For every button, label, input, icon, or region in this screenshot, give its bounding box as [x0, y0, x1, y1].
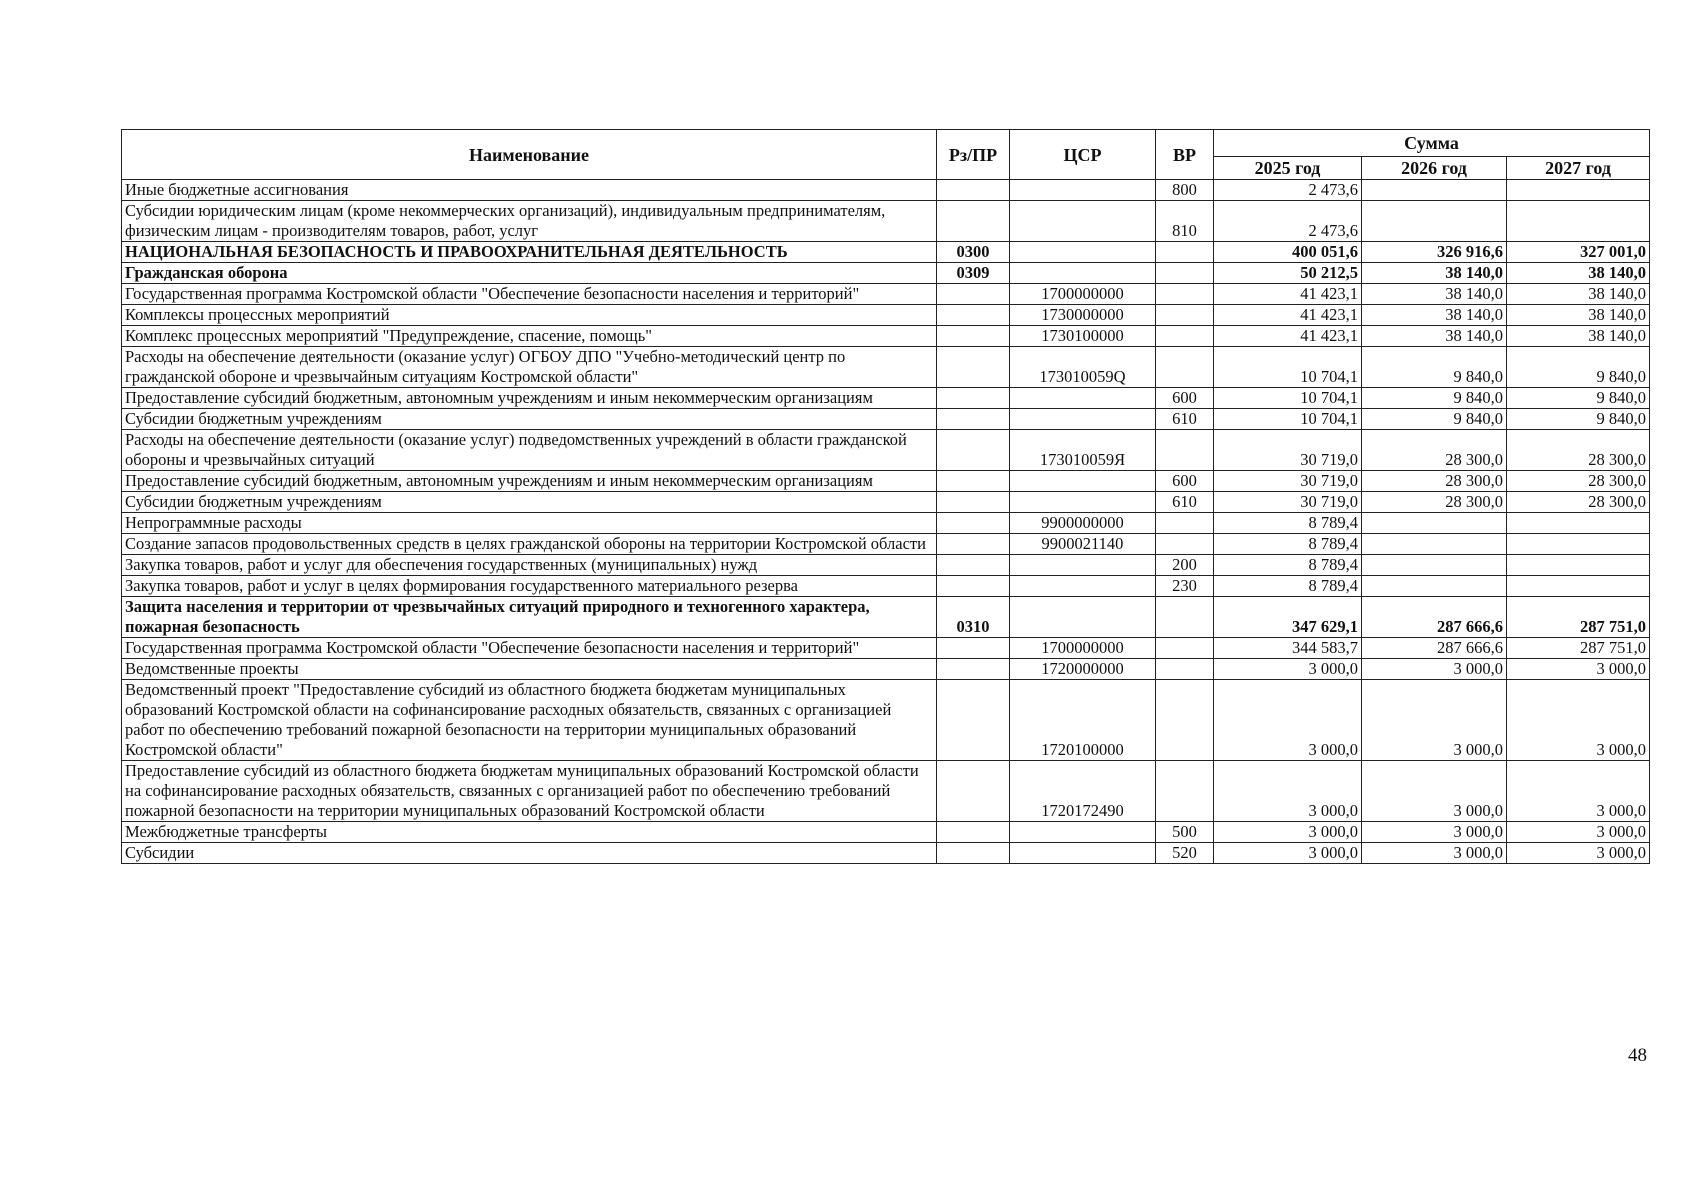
row-vr-cell — [1156, 263, 1214, 284]
row-vr-cell — [1156, 597, 1214, 638]
row-csr-cell — [1010, 263, 1156, 284]
row-rz-pr-cell — [937, 555, 1010, 576]
row-amount-2025-cell: 3 000,0 — [1214, 761, 1362, 822]
row-rz-pr-cell — [937, 305, 1010, 326]
row-name-cell: Комплексы процессных мероприятий — [122, 305, 937, 326]
row-amount-2025-cell: 2 473,6 — [1214, 180, 1362, 201]
row-amount-2025-cell: 347 629,1 — [1214, 597, 1362, 638]
row-csr-cell: 1720100000 — [1010, 680, 1156, 761]
row-amount-2026-cell: 3 000,0 — [1362, 659, 1507, 680]
page-number: 48 — [1628, 1045, 1647, 1066]
row-amount-2027-cell: 38 140,0 — [1507, 305, 1650, 326]
budget-table — [121, 129, 1650, 864]
row-amount-2025-cell: 10 704,1 — [1214, 409, 1362, 430]
table-row — [122, 576, 1650, 597]
row-vr-cell — [1156, 659, 1214, 680]
row-csr-cell: 1730000000 — [1010, 305, 1156, 326]
table-row — [122, 513, 1650, 534]
row-amount-2025-cell: 3 000,0 — [1214, 659, 1362, 680]
row-vr-cell: 610 — [1156, 492, 1214, 513]
row-name-cell: Государственная программа Костромской области "Обеспечение безопасности населения и территорий" — [122, 638, 937, 659]
row-csr-cell — [1010, 492, 1156, 513]
row-amount-2025-cell: 8 789,4 — [1214, 534, 1362, 555]
row-amount-2025-cell: 400 051,6 — [1214, 242, 1362, 263]
row-csr-cell: 1720000000 — [1010, 659, 1156, 680]
row-amount-2027-cell: 287 751,0 — [1507, 638, 1650, 659]
row-name-cell: Предоставление субсидий бюджетным, автономным учреждениям и иным некоммерческим организациям — [122, 388, 937, 409]
row-csr-cell — [1010, 409, 1156, 430]
row-name-cell: Расходы на обеспечение деятельности (оказание услуг) ОГБОУ ДПО "Учебно-методический центр по гражданской обороне и чрезвычайным ситуациям Костромской области" — [122, 347, 937, 388]
row-csr-cell: 1700000000 — [1010, 638, 1156, 659]
row-amount-2026-cell — [1362, 180, 1507, 201]
row-amount-2025-cell: 41 423,1 — [1214, 284, 1362, 305]
row-amount-2026-cell: 287 666,6 — [1362, 638, 1507, 659]
table-row — [122, 843, 1650, 864]
row-amount-2027-cell: 9 840,0 — [1507, 409, 1650, 430]
row-vr-cell — [1156, 347, 1214, 388]
row-vr-cell: 200 — [1156, 555, 1214, 576]
row-name-cell: Субсидии бюджетным учреждениям — [122, 492, 937, 513]
row-rz-pr-cell — [937, 201, 1010, 242]
row-csr-cell — [1010, 242, 1156, 263]
header-vr: ВР — [1156, 130, 1214, 180]
row-rz-pr-cell — [937, 761, 1010, 822]
table-row — [122, 471, 1650, 492]
row-amount-2026-cell: 9 840,0 — [1362, 388, 1507, 409]
table-row — [122, 534, 1650, 555]
row-name-cell: Закупка товаров, работ и услуг в целях формирования государственного материального резерва — [122, 576, 937, 597]
row-vr-cell — [1156, 430, 1214, 471]
table-row — [122, 326, 1650, 347]
row-amount-2026-cell: 28 300,0 — [1362, 492, 1507, 513]
table-row — [122, 822, 1650, 843]
table-row — [122, 659, 1650, 680]
header-year-2027: 2027 год — [1507, 157, 1650, 180]
table-row — [122, 263, 1650, 284]
row-rz-pr-cell — [937, 843, 1010, 864]
row-rz-pr-cell — [937, 659, 1010, 680]
row-csr-cell: 1730100000 — [1010, 326, 1156, 347]
row-rz-pr-cell — [937, 284, 1010, 305]
row-vr-cell: 520 — [1156, 843, 1214, 864]
row-csr-cell: 1700000000 — [1010, 284, 1156, 305]
row-amount-2026-cell: 9 840,0 — [1362, 409, 1507, 430]
row-rz-pr-cell — [937, 822, 1010, 843]
row-rz-pr-cell — [937, 409, 1010, 430]
header-csr: ЦСР — [1010, 130, 1156, 180]
row-amount-2027-cell: 287 751,0 — [1507, 597, 1650, 638]
row-rz-pr-cell — [937, 492, 1010, 513]
row-csr-cell — [1010, 201, 1156, 242]
row-amount-2027-cell: 38 140,0 — [1507, 326, 1650, 347]
header-year-2026: 2026 год — [1362, 157, 1507, 180]
row-name-cell: Непрограммные расходы — [122, 513, 937, 534]
row-amount-2026-cell: 28 300,0 — [1362, 430, 1507, 471]
row-rz-pr-cell — [937, 534, 1010, 555]
row-amount-2027-cell — [1507, 576, 1650, 597]
row-name-cell: Ведомственные проекты — [122, 659, 937, 680]
row-amount-2025-cell: 3 000,0 — [1214, 680, 1362, 761]
row-name-cell: Предоставление субсидий из областного бюджета бюджетам муниципальных образований Костромской области на софинансирование расходных обязательств, связанных с организацией работ по обеспечению требований пожарной безопасности на территории муниципальных образований Костромской области — [122, 761, 937, 822]
table-row — [122, 492, 1650, 513]
row-amount-2025-cell: 30 719,0 — [1214, 430, 1362, 471]
row-vr-cell: 600 — [1156, 388, 1214, 409]
row-amount-2025-cell: 41 423,1 — [1214, 305, 1362, 326]
row-amount-2026-cell: 38 140,0 — [1362, 326, 1507, 347]
table-row — [122, 680, 1650, 761]
table-row — [122, 597, 1650, 638]
row-amount-2026-cell: 326 916,6 — [1362, 242, 1507, 263]
row-amount-2026-cell: 38 140,0 — [1362, 263, 1507, 284]
row-rz-pr-cell — [937, 576, 1010, 597]
row-vr-cell — [1156, 534, 1214, 555]
row-csr-cell — [1010, 388, 1156, 409]
row-amount-2027-cell: 28 300,0 — [1507, 471, 1650, 492]
row-amount-2027-cell: 3 000,0 — [1507, 822, 1650, 843]
row-csr-cell — [1010, 843, 1156, 864]
row-vr-cell — [1156, 680, 1214, 761]
row-csr-cell — [1010, 555, 1156, 576]
table-row — [122, 555, 1650, 576]
row-amount-2027-cell — [1507, 555, 1650, 576]
row-amount-2026-cell — [1362, 555, 1507, 576]
row-vr-cell: 810 — [1156, 201, 1214, 242]
row-name-cell: Расходы на обеспечение деятельности (оказание услуг) подведомственных учреждений в области гражданской обороны и чрезвычайных ситуаций — [122, 430, 937, 471]
row-csr-cell: 9900021140 — [1010, 534, 1156, 555]
row-amount-2027-cell: 28 300,0 — [1507, 492, 1650, 513]
row-vr-cell — [1156, 513, 1214, 534]
row-csr-cell: 1720172490 — [1010, 761, 1156, 822]
row-vr-cell: 610 — [1156, 409, 1214, 430]
row-vr-cell: 800 — [1156, 180, 1214, 201]
row-name-cell: Закупка товаров, работ и услуг для обеспечения государственных (муниципальных) нужд — [122, 555, 937, 576]
row-csr-cell: 173010059Я — [1010, 430, 1156, 471]
row-name-cell: Государственная программа Костромской области "Обеспечение безопасности населения и территорий" — [122, 284, 937, 305]
row-name-cell: Ведомственный проект "Предоставление субсидий из областного бюджета бюджетам муниципальных образований Костромской области на софинансирование расходных обязательств, связанных с организацией работ по обеспечению требований пожарной безопасности на территории муниципальных образований Костромской области" — [122, 680, 937, 761]
row-amount-2025-cell: 30 719,0 — [1214, 492, 1362, 513]
row-amount-2027-cell — [1507, 534, 1650, 555]
row-amount-2027-cell: 9 840,0 — [1507, 388, 1650, 409]
row-rz-pr-cell — [937, 180, 1010, 201]
row-rz-pr-cell — [937, 513, 1010, 534]
row-amount-2027-cell: 3 000,0 — [1507, 659, 1650, 680]
row-rz-pr-cell — [937, 430, 1010, 471]
row-csr-cell — [1010, 576, 1156, 597]
row-amount-2026-cell — [1362, 201, 1507, 242]
table-row — [122, 242, 1650, 263]
row-amount-2027-cell: 3 000,0 — [1507, 680, 1650, 761]
row-vr-cell — [1156, 242, 1214, 263]
table-row — [122, 284, 1650, 305]
row-name-cell: Защита населения и территории от чрезвычайных ситуаций природного и техногенного характера, пожарная безопасность — [122, 597, 937, 638]
row-rz-pr-cell — [937, 347, 1010, 388]
row-amount-2027-cell — [1507, 201, 1650, 242]
row-csr-cell — [1010, 180, 1156, 201]
row-amount-2026-cell: 3 000,0 — [1362, 680, 1507, 761]
row-amount-2026-cell: 28 300,0 — [1362, 471, 1507, 492]
header-rz-pr: Рз/ПР — [937, 130, 1010, 180]
row-amount-2026-cell: 9 840,0 — [1362, 347, 1507, 388]
row-name-cell: НАЦИОНАЛЬНАЯ БЕЗОПАСНОСТЬ И ПРАВООХРАНИТЕЛЬНАЯ ДЕЯТЕЛЬНОСТЬ — [122, 242, 937, 263]
row-rz-pr-cell: 0300 — [937, 242, 1010, 263]
row-vr-cell — [1156, 305, 1214, 326]
row-amount-2025-cell: 344 583,7 — [1214, 638, 1362, 659]
row-amount-2025-cell: 50 212,5 — [1214, 263, 1362, 284]
row-name-cell: Межбюджетные трансферты — [122, 822, 937, 843]
row-rz-pr-cell: 0309 — [937, 263, 1010, 284]
row-name-cell: Предоставление субсидий бюджетным, автономным учреждениям и иным некоммерческим организациям — [122, 471, 937, 492]
row-amount-2026-cell — [1362, 576, 1507, 597]
row-amount-2027-cell: 327 001,0 — [1507, 242, 1650, 263]
row-amount-2027-cell: 38 140,0 — [1507, 263, 1650, 284]
row-amount-2026-cell: 3 000,0 — [1362, 822, 1507, 843]
row-amount-2027-cell: 3 000,0 — [1507, 843, 1650, 864]
row-vr-cell — [1156, 284, 1214, 305]
row-csr-cell — [1010, 471, 1156, 492]
row-rz-pr-cell — [937, 638, 1010, 659]
row-amount-2027-cell — [1507, 180, 1650, 201]
row-vr-cell — [1156, 326, 1214, 347]
row-rz-pr-cell — [937, 388, 1010, 409]
row-name-cell: Иные бюджетные ассигнования — [122, 180, 937, 201]
row-rz-pr-cell — [937, 680, 1010, 761]
row-amount-2026-cell: 287 666,6 — [1362, 597, 1507, 638]
row-vr-cell: 500 — [1156, 822, 1214, 843]
row-amount-2025-cell: 8 789,4 — [1214, 576, 1362, 597]
table-row — [122, 305, 1650, 326]
header-year-2025: 2025 год — [1214, 157, 1362, 180]
header-sum: Сумма — [1214, 130, 1650, 157]
row-amount-2026-cell — [1362, 534, 1507, 555]
row-amount-2026-cell: 38 140,0 — [1362, 284, 1507, 305]
row-amount-2026-cell — [1362, 513, 1507, 534]
row-amount-2025-cell: 3 000,0 — [1214, 822, 1362, 843]
table-row — [122, 201, 1650, 242]
row-rz-pr-cell — [937, 471, 1010, 492]
row-vr-cell: 600 — [1156, 471, 1214, 492]
table-row — [122, 388, 1650, 409]
row-amount-2025-cell: 8 789,4 — [1214, 555, 1362, 576]
row-name-cell: Комплекс процессных мероприятий "Предупреждение, спасение, помощь" — [122, 326, 937, 347]
row-amount-2027-cell: 38 140,0 — [1507, 284, 1650, 305]
table-body — [122, 180, 1650, 864]
table-row — [122, 409, 1650, 430]
row-vr-cell — [1156, 761, 1214, 822]
row-amount-2025-cell: 2 473,6 — [1214, 201, 1362, 242]
row-amount-2026-cell: 3 000,0 — [1362, 843, 1507, 864]
table-row — [122, 430, 1650, 471]
row-amount-2025-cell: 41 423,1 — [1214, 326, 1362, 347]
table-row — [122, 347, 1650, 388]
row-name-cell: Гражданская оборона — [122, 263, 937, 284]
row-name-cell: Создание запасов продовольственных средств в целях гражданской обороны на территории Костромской области — [122, 534, 937, 555]
row-csr-cell: 9900000000 — [1010, 513, 1156, 534]
row-name-cell: Субсидии юридическим лицам (кроме некоммерческих организаций), индивидуальным предпринимателям, физическим лицам - производителям товаров, работ, услуг — [122, 201, 937, 242]
row-rz-pr-cell — [937, 326, 1010, 347]
row-amount-2027-cell: 28 300,0 — [1507, 430, 1650, 471]
row-csr-cell: 173010059Q — [1010, 347, 1156, 388]
row-amount-2025-cell: 8 789,4 — [1214, 513, 1362, 534]
table-row — [122, 638, 1650, 659]
row-vr-cell: 230 — [1156, 576, 1214, 597]
row-amount-2026-cell: 3 000,0 — [1362, 761, 1507, 822]
row-amount-2025-cell: 10 704,1 — [1214, 347, 1362, 388]
row-csr-cell — [1010, 597, 1156, 638]
row-name-cell: Субсидии бюджетным учреждениям — [122, 409, 937, 430]
table-row — [122, 180, 1650, 201]
header-name: Наименование — [122, 130, 937, 180]
row-amount-2026-cell: 38 140,0 — [1362, 305, 1507, 326]
row-amount-2027-cell: 3 000,0 — [1507, 761, 1650, 822]
row-amount-2025-cell: 3 000,0 — [1214, 843, 1362, 864]
row-amount-2027-cell: 9 840,0 — [1507, 347, 1650, 388]
row-csr-cell — [1010, 822, 1156, 843]
row-rz-pr-cell: 0310 — [937, 597, 1010, 638]
row-amount-2025-cell: 10 704,1 — [1214, 388, 1362, 409]
row-name-cell: Субсидии — [122, 843, 937, 864]
row-amount-2025-cell: 30 719,0 — [1214, 471, 1362, 492]
row-vr-cell — [1156, 638, 1214, 659]
table-row — [122, 761, 1650, 822]
row-amount-2027-cell — [1507, 513, 1650, 534]
